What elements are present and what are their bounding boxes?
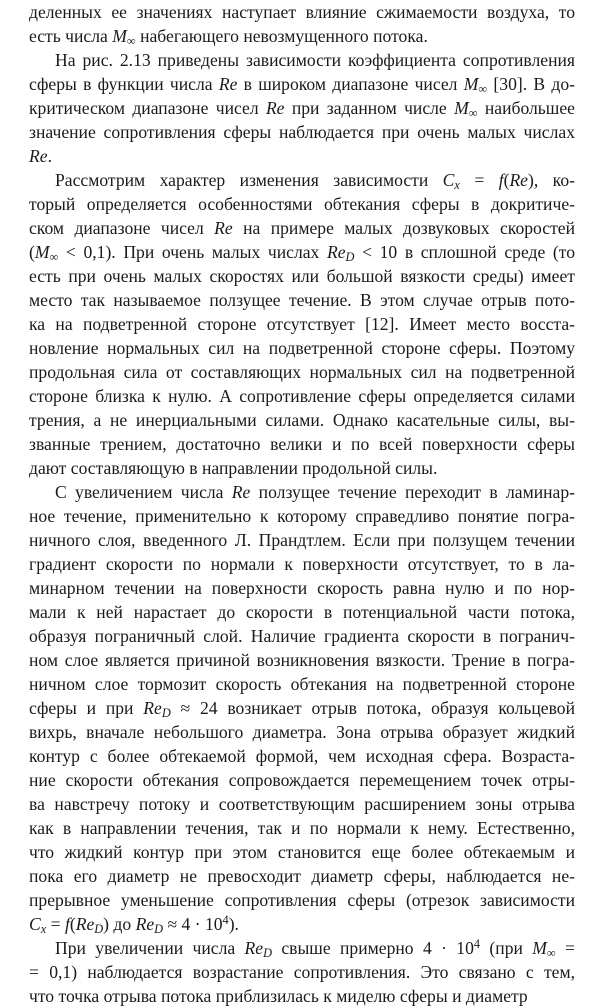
text-line: образуя пограничный слой. Наличие градиента скорости в погранич- — [29, 626, 575, 646]
text-line: что жидкий контур при этом становится еще более обтекаемым и — [29, 842, 575, 862]
text-line: стороне близка к нулю. А сопротивление сферы определяется силами — [29, 386, 575, 406]
paragraph — [29, 480, 575, 936]
text-line-rich: критическом диапазоне чисел Re при заданном числе $M_\infty$ наибольшее — [29, 98, 575, 121]
text-line-rich: При увеличении числа $Re_D$ свыше примерно $4 \cdot 10^4$ (при $M_\infty$ = — [55, 936, 575, 961]
text-line: прерывное уменьшение сопротивления сферы (отрезок зависимости — [29, 890, 575, 910]
text-line: ничном слое тормозит скорость обтекания на подветренной стороне — [29, 674, 575, 694]
text-line: деленных ее значениях наступает влияние сжимаемости воздуха, то — [29, 2, 575, 22]
text-line: ничного слоя, введенного Л. Прандтлем. Если при ползущем течении — [29, 530, 575, 550]
text-line: = 0,1) наблюдается возрастание сопротивления. Это связано с тем, — [29, 962, 575, 982]
paragraph — [29, 48, 575, 168]
paragraph — [29, 936, 575, 1008]
document-page — [29, 0, 575, 1008]
text-line: место так называемое ползущее течение. В этом случае отрыв пото- — [29, 290, 575, 310]
text-line: дают составляющую в направлении продольной силы. — [29, 458, 438, 478]
text-line-rich: сферы в функции числа Re в широком диапазоне чисел $M_\infty$ [30]. В до- — [29, 74, 575, 97]
text-line: что точка отрыва потока приблизилась к миделю сферы и диаметр — [29, 986, 528, 1006]
text-line-rich: сферы и при $Re_D \approx 24$ возникает отрыв потока, образуя кольцевой — [29, 698, 575, 721]
text-line: ка на подветренной стороне отсутствует [12]. Имеет место восста- — [29, 314, 575, 334]
text-line: вихрь, вначале небольшого диаметра. Зона отрыва образует жидкий — [29, 722, 575, 742]
text-line: ное течение, применительно к которому справедливо понятие погра- — [29, 506, 575, 526]
text-line-rich: Рассмотрим характер изменения зависимости $C_x = f(Re)$, ко- — [55, 170, 575, 193]
text-line-rich: Re. — [29, 146, 52, 166]
text-line-rich: С увеличением числа Re ползущее течение переходит в ламинар- — [55, 482, 576, 502]
text-line: градиент скорости по нормали к поверхности отсутствует, то в ла- — [29, 554, 575, 574]
text-line: продольная сила от составляющих нормальных сил на подветренной — [29, 362, 575, 382]
paragraph — [29, 168, 575, 480]
text-line-rich: ском диапазоне чисел Re на примере малых дозвуковых скоростей — [29, 218, 576, 238]
text-line: как в направлении течения, так и по нормали к нему. Естественно, — [29, 818, 575, 838]
paragraph — [29, 0, 575, 48]
text-line-rich: $(M_\infty < 0,1)$. При очень малых числах $Re_D < 10$ в сплошной среде (то — [29, 242, 576, 265]
text-line: новление нормальных сил на подветренной стороне сферы. Поэтому — [29, 338, 575, 358]
text-line: контур с более обтекаемой формой, чем исходная сфера. Возраста- — [29, 746, 575, 766]
text-line-rich: есть числа $M_\infty$ набегающего невозмущенного потока. — [29, 26, 428, 49]
text-line: ние скорости обтекания сопровождается перемещением точек отры- — [29, 770, 575, 790]
text-line: ном слое является причиной возникновения вязкости. Трение в погра- — [29, 650, 575, 670]
text-line: минарном течении на поверхности скорость равна нулю и по нор- — [29, 578, 575, 598]
text-line: есть при очень малых скоростях или большой вязкости среды) имеет — [29, 266, 575, 286]
text-line: значение сопротивления сферы наблюдается при очень малых числах — [29, 122, 575, 142]
text-line: На рис. 2.13 приведены зависимости коэффициента сопротивления — [55, 50, 575, 70]
text-line: торый определяется особенностями обтекания сферы в докритиче- — [29, 194, 575, 214]
text-line: трения, а не инерциальными силами. Однако касательные силы, вы- — [29, 410, 575, 430]
text-line-rich: $C_x = f(Re_D)$ до $Re_D \approx 4 \cdot 10^4$). — [29, 912, 239, 937]
text-line: званные трением, достаточно велики и по всей поверхности сферы — [29, 434, 575, 454]
text-line: пока его диаметр не превосходит диаметр сферы, наблюдается не- — [29, 866, 575, 886]
text-line: ва навстречу потоку и соответствующим расширением зоны отрыва — [29, 794, 575, 814]
text-line: мали к ней нарастает до скорости в потенциальной части потока, — [29, 602, 575, 622]
